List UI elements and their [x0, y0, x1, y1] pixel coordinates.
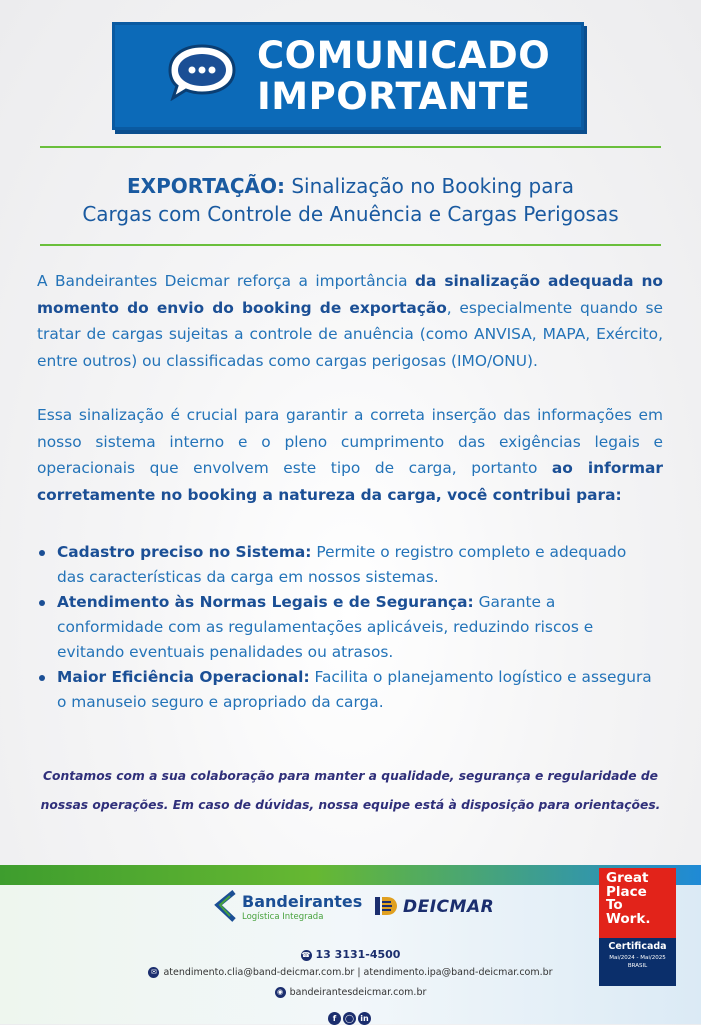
closing-line2: nossas operações. Em caso de dúvidas, nossa equipe está à disposição para orientações. [40, 798, 661, 812]
website-url: bandeirantesdeicmar.com.br [289, 987, 427, 998]
badge-line1: Great [606, 870, 649, 886]
bullet-text: Garante a conformidade com as regulamentações aplicáveis, reduzindo riscos e evitando eventuais penalidades ou atrasos. [57, 593, 594, 661]
phone[interactable] [0, 948, 701, 961]
badge-top [599, 868, 676, 938]
deicmar-logo [373, 895, 495, 921]
badge-bottom [599, 938, 676, 986]
bullet-icon [39, 600, 45, 606]
para1-text-c: , especialmente quando se tratar de cargas sujeitas a controle de anuência (como ANVISA, MAPA, Exército, entre outros) ou classificadas como cargas perigosas (IMO/ONU). [37, 298, 664, 370]
chat-bubble-icon [167, 43, 237, 101]
badge-line4: Work. [606, 910, 651, 927]
para1-text-a: A Bandeirantes Deicmar reforça a importância [37, 272, 416, 290]
linkedin-icon[interactable]: in [358, 1012, 371, 1025]
para2-text-a: Essa sinalização é crucial para garantir a correta inserção das informações em nosso sistema interno e o pleno cumprimento das exigências legais e operacionais que envolvem este tipo de carga, portanto [37, 406, 663, 477]
instagram-icon[interactable]: ◯ [343, 1012, 356, 1025]
headline-bold: EXPORTAÇÃO: [127, 174, 285, 198]
badge-period: Mai/2024 - Mai/2025 [609, 955, 666, 961]
top-divider [40, 146, 661, 148]
para1-bold: da sinalização adequada no momento do envio do booking de exportação [37, 272, 664, 317]
footer [0, 865, 701, 1024]
facebook-icon[interactable]: f [328, 1012, 341, 1025]
bullet-text: Facilita o planejamento logístico e assegura o manuseio seguro e apropriado da carga. [57, 668, 652, 711]
para2-bold: ao informar corretamente no booking a natureza da carga, você contribui para: [37, 459, 663, 504]
closing-note [30, 762, 671, 820]
emails[interactable] [0, 967, 701, 978]
banner-title-line2: IMPORTANTE [257, 75, 531, 118]
deicmar-name: DEICMAR [403, 897, 495, 917]
bullet-icon [39, 675, 45, 681]
deicmar-logo-icon [373, 895, 399, 917]
globe-icon: ◉ [275, 987, 286, 998]
bullet-icon [39, 550, 45, 556]
bullet-title: Cadastro preciso no Sistema: [57, 543, 312, 561]
closing-line1: Contamos com a sua colaboração para manter a qualidade, segurança e regularidade de [43, 769, 658, 783]
badge-certified: Certificada [608, 941, 667, 952]
banner-title-line1: COMUNICADO [257, 34, 551, 77]
social-links [328, 1006, 373, 1025]
footer-stripe [0, 865, 701, 885]
phone-number: 13 3131-4500 [315, 948, 401, 961]
paragraph-signaling [37, 402, 663, 508]
badge-line2: Place [606, 883, 647, 900]
bottom-divider [40, 244, 661, 246]
benefits-list [37, 540, 657, 715]
brand-name: Bandeirantes [242, 892, 363, 911]
banner-title [257, 35, 577, 117]
headline-line2: Cargas com Controle de Anuência e Cargas Perigosas [82, 202, 619, 226]
bullet-title: Maior Eficiência Operacional: [57, 668, 310, 686]
phone-icon: ☎ [301, 950, 311, 959]
badge-line3: To [606, 897, 623, 913]
bandeirantes-logo-icon [212, 890, 240, 924]
bandeirantes-logo [212, 890, 363, 928]
headline-rest: Sinalização no Booking para [284, 174, 574, 198]
list-item [37, 540, 657, 590]
website[interactable] [0, 987, 701, 998]
bullet-title: Atendimento às Normas Legais e de Segurança: [57, 593, 474, 611]
great-place-to-work-badge [599, 868, 676, 986]
bullet-text: Permite o registro completo e adequado das características da carga em nossos sistemas. [57, 543, 627, 586]
badge-country: BRASIL [627, 963, 648, 969]
email-addresses: atendimento.clia@band-deicmar.com.br | atendimento.ipa@band-deicmar.com.br [163, 967, 553, 978]
brand-subtitle: Logística Integrada [242, 912, 324, 922]
list-item [37, 590, 657, 665]
list-item [37, 665, 657, 715]
banner [112, 22, 584, 130]
email-icon: ✉ [148, 967, 159, 978]
headline [40, 172, 661, 228]
paragraph-intro [37, 268, 663, 374]
